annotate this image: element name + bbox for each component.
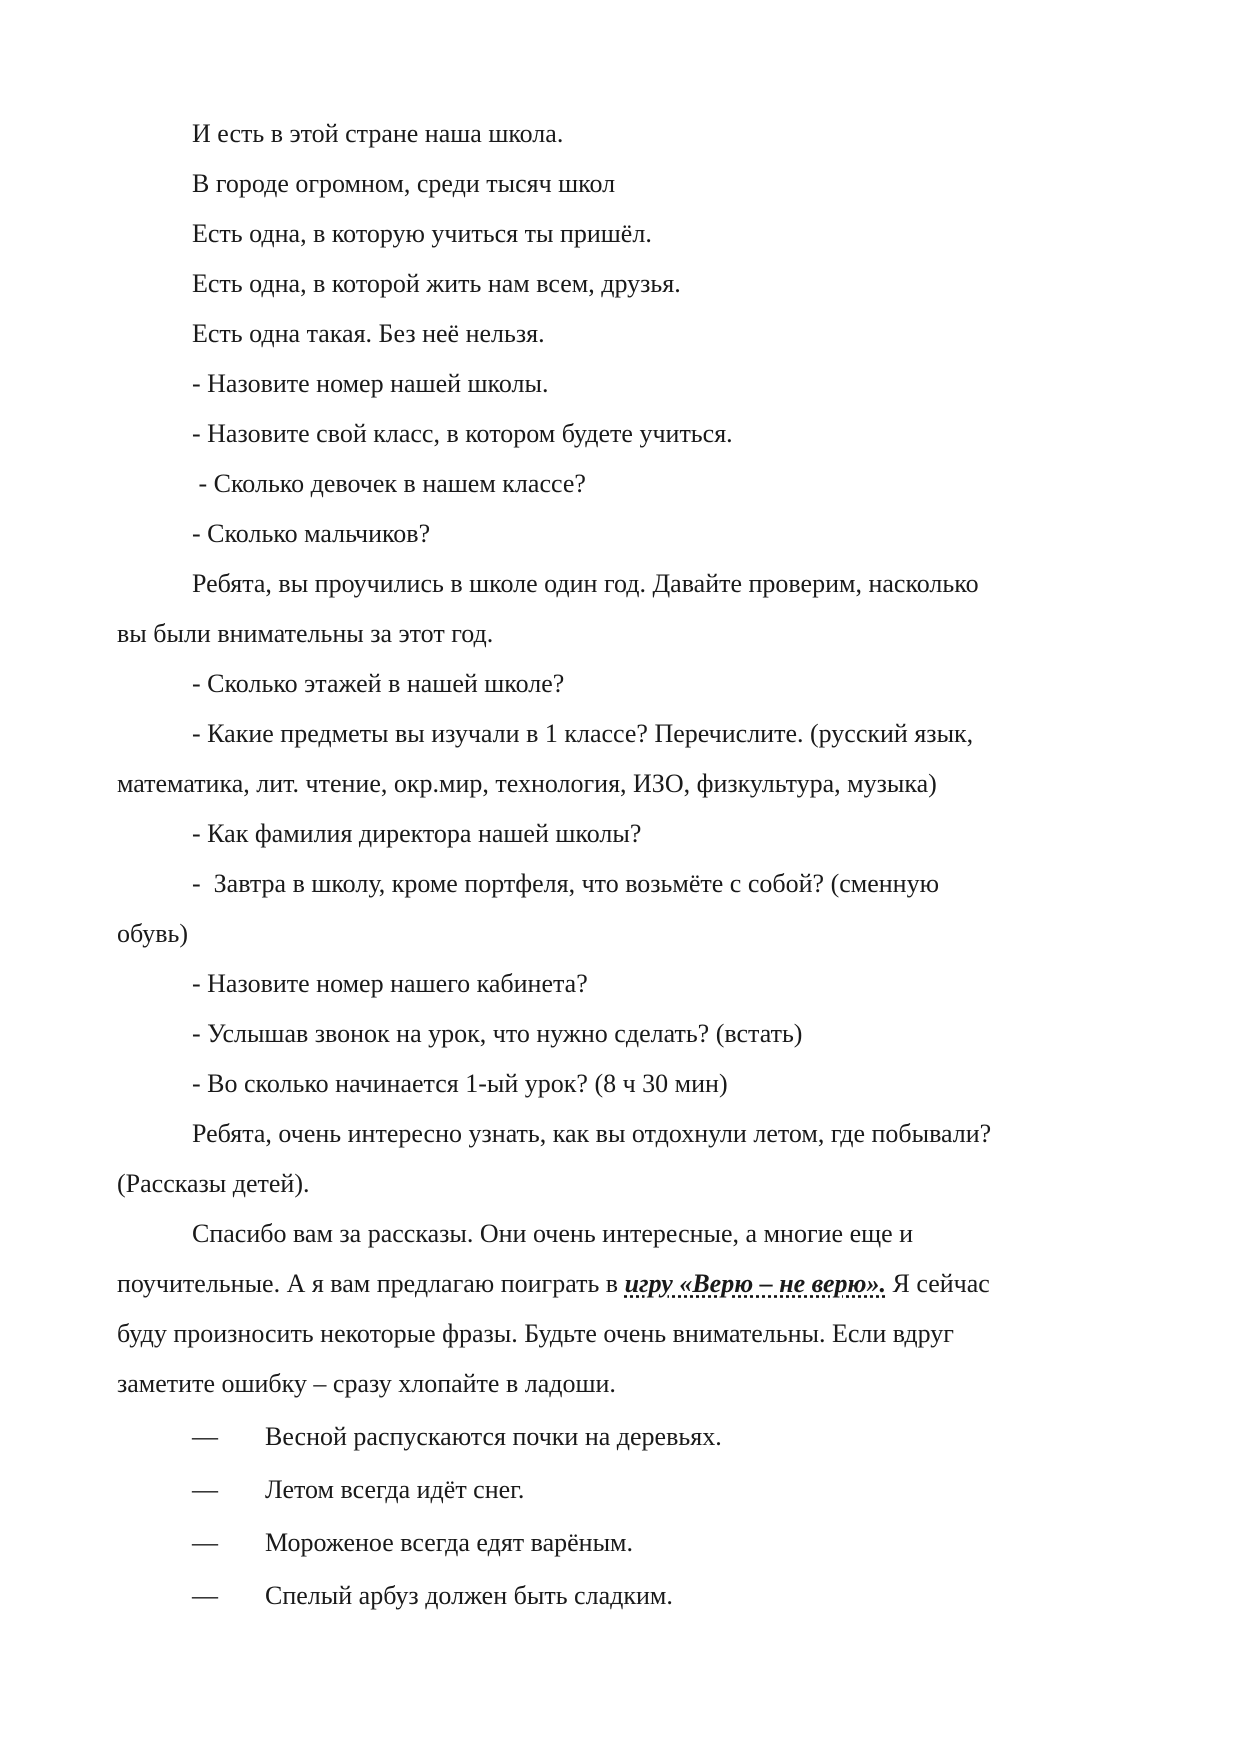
bullet-item: Весной распускаются почки на деревьях.	[265, 1422, 722, 1451]
text-line: математика, лит. чтение, окр.мир, технология, ИЗО, физкультура, музыка)	[117, 769, 937, 798]
bullet-item: Летом всегда идёт снег.	[265, 1475, 525, 1504]
bullet-dash: —	[192, 1581, 218, 1610]
text-line: Есть одна, в которой жить нам всем, друзья.	[192, 269, 681, 298]
text-line: Ребята, очень интересно узнать, как вы отдохнули летом, где побывали?	[192, 1119, 992, 1148]
text-line: - Какие предметы вы изучали в 1 классе? Перечислите. (русский язык,	[192, 719, 974, 748]
text-line: Есть одна, в которую учиться ты пришёл.	[192, 219, 652, 248]
bullet-item: Спелый арбуз должен быть сладким.	[265, 1581, 673, 1610]
game-line-after: Я сейчас	[886, 1269, 990, 1298]
text-line: - Сколько девочек в нашем классе?	[192, 469, 586, 498]
text-line: - Во сколько начинается 1-ый урок? (8 ч 30 мин)	[192, 1069, 728, 1098]
text-line: - Сколько этажей в нашей школе?	[192, 669, 565, 698]
text-line: Ребята, вы проучились в школе один год. Давайте проверим, насколько	[192, 569, 979, 598]
game-line-before: поучительные. А я вам предлагаю поиграть в	[117, 1269, 625, 1298]
text-line: - Услышав звонок на урок, что нужно сделать? (встать)	[192, 1019, 803, 1048]
text-line: - Завтра в школу, кроме портфеля, что возьмёте с собой? (сменную	[192, 869, 940, 898]
game-name-link: игру «Верю – не верю».	[624, 1269, 886, 1298]
text-line: - Как фамилия директора нашей школы?	[192, 819, 642, 848]
text-line: - Сколько мальчиков?	[192, 519, 431, 548]
text-line: заметите ошибку – сразу хлопайте в ладоши.	[117, 1369, 616, 1398]
text-line: (Рассказы детей).	[117, 1169, 310, 1198]
bullet-dash: —	[192, 1528, 218, 1557]
text-line: Спасибо вам за рассказы. Они очень интересные, а многие еще и	[192, 1219, 914, 1248]
text-line: - Назовите номер нашего кабинета?	[192, 969, 588, 998]
text-line: - Назовите свой класс, в котором будете учиться.	[192, 419, 733, 448]
bullet-dash: —	[192, 1422, 218, 1451]
text-line: В городе огромном, среди тысяч школ	[192, 169, 616, 198]
bullet-item: Мороженое всегда едят варёным.	[265, 1528, 634, 1557]
text-line: Есть одна такая. Без неё нельзя.	[192, 319, 545, 348]
bullet-dash: —	[192, 1475, 218, 1504]
text-line: - Назовите номер нашей школы.	[192, 369, 549, 398]
text-line: буду произносить некоторые фразы. Будьте очень внимательны. Если вдруг	[117, 1319, 954, 1348]
text-line: И есть в этой стране наша школа.	[192, 119, 564, 148]
text-line: вы были внимательны за этот год.	[117, 619, 494, 648]
text-line-game	[117, 1268, 990, 1300]
text-line: обувь)	[117, 919, 189, 948]
